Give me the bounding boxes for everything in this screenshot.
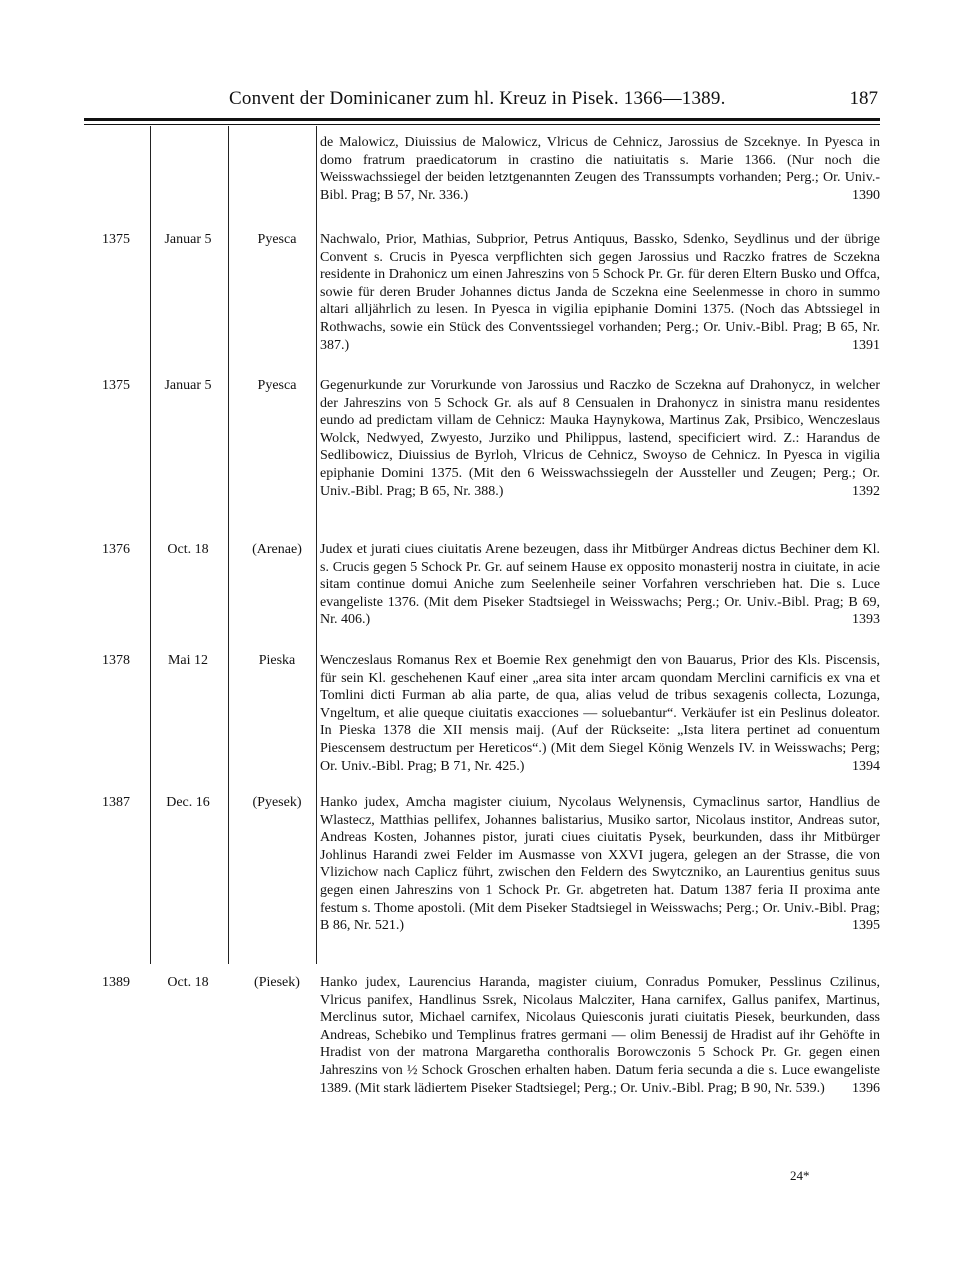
entry-number: 1395 [852, 918, 880, 934]
entry-number: 1394 [852, 758, 880, 774]
running-header [84, 88, 880, 114]
entry-text [320, 794, 880, 935]
entry-body: Nachwalo, Prior, Mathias, Subprior, Petrus Antiquus, Bassko, Sdenko, Seydlinus und der übrige Convent s. Crucis in Pyesca verpflichten sich gegen Jarossius und Raczko fratres de Sczekna residente in Drahonicz um einen Jahreszins von 5 Schock Pr. Gr. für deren Eltern Busko und Offca, sowie für deren Bruder Johannes dictus Janda de Sczekna eine Seelenmesse in choro in summo altari alljährlich zu lesen. In Pyesca in vigilia epiphanie Domini 1375. (Noch das Abtssiegel in Rothwachs, sowie ein Stück des Conventssiegel vorhanden; Perg.; Or. Univ.-Bibl. Prag; B 65, Nr. 387.) [320, 232, 880, 353]
header-title: Convent der Dominicaner zum hl. Kreuz in Pisek. 1366—1389. [229, 88, 726, 109]
entry-number: 1391 [852, 337, 880, 353]
entry-place: (Pyesek) [252, 795, 302, 810]
header-rule-thin [84, 124, 880, 125]
entry-number: 1390 [852, 187, 880, 203]
entry-text [320, 541, 880, 629]
entry-year: 1375 [102, 232, 130, 247]
entry-text [320, 231, 880, 354]
entry-date: Januar 5 [164, 232, 212, 247]
entry-text [320, 134, 880, 224]
entry-body: Wenczeslaus Romanus Rex et Boemie Rex genehmigt den von Bauarus, Prior des Kls. Piscensis, für sein Kl. geschehenen Kauf einer „area sita inter arcam quondam Merclini carnificis ex vna et Tomlini dicti Furman ab alia parte, de qua, alias velud de tribus sexagenis collecta, Lozunga, Vngeltum, et alie queque ciuitatis exacciones — soluebantur“. Verkäufer ist ein Peslinus doleator. In Pieska 1378 die XII mensis maij. (Auf der Rückseite: „Ista litera pertinet ad conuentum Piescensem destructum per Hereticos“.) (Mit dem Siegel König Wenzels IV. in Weisswachs; Perg; Or. Univ.-Bibl. Prag; B 71, Nr. 425.) [320, 653, 880, 774]
entry-date: Januar 5 [164, 378, 212, 393]
entry-place: (Piesek) [254, 975, 300, 990]
entry-date: Mai 12 [167, 653, 209, 668]
entry-number: 1396 [852, 1080, 880, 1096]
signature-mark: 24* [790, 1168, 810, 1183]
header-rule-thick [84, 118, 880, 121]
entry-text [320, 652, 880, 775]
entry-number: 1392 [852, 483, 880, 499]
column-divider-date [228, 126, 229, 964]
entry-date: Oct. 18 [167, 975, 209, 990]
entry-number: 1393 [852, 612, 880, 628]
entry-place: (Arenae) [252, 542, 302, 557]
entry-year: 1375 [102, 378, 130, 393]
entry-body: Judex et jurati ciues ciuitatis Arene bezeugen, dass ihr Mitbürger Andreas dictus Bechiner dem Kl. s. Crucis gegen 5 Schock Pr. Gr. auf seinem Hause ex opposito monasterij nostra in ciuitate, in acie sitam continue domui Aniche zum Seelenheile seiner Vorfahren verschrieben hat. Die s. Luce evangeliste 1376. (Mit dem Piseker Stadtsiegel in Weisswachs; Perg.; Or. Univ.-Bibl. Prag; B 69, Nr. 406.) [320, 542, 880, 628]
entry-body: Hanko judex, Laurencius Haranda, magister ciuium, Conradus Pomuker, Pesslinus Czilinus, Vlricus panifex, Handlinus Ssrek, Nicolaus Malcziter, Hana carnifex, Gallus panifex, Martinus, Merclinus sutor, Michael carnifex, Nicolaus Quiesconis jurati ciuitatis Piesek, beurkunden, dass Andreas, Schebiko und Templinus fratres germani — olim Benessij de Hradist auf ihr Gehöfte in Hradist von der matrona Margaretha conthoralis Borowczonis 5 Schock Pr. Gr. gegen einen Jahreszins von ½ Schock Groschen erhalten haben. Datum feria secunda a die s. Luce ewangeliste 1389. (Mit stark lädiertem Piseker Stadtsiegel; Perg.; Or. Univ.-Bibl. Prag; B 90, Nr. 539.) [320, 975, 880, 1096]
column-divider-year [150, 126, 151, 964]
entry-place: Pieska [258, 653, 296, 668]
entry-date: Oct. 18 [167, 542, 209, 557]
entry-body: de Malowicz, Diuissius de Malowicz, Vlricus de Cehnicz, Jarossius de Szceknye. In Pyesca in domo fratrum praedicatorum in crastino die natiuitatis s. Marie 1366. (Nur noch die Weisswachssiegel der beiden letztgenannten Zeugen des Transsumpts vorhanden; Perg.; Or. Univ.-Bibl. Prag; B 57, Nr. 336.) [320, 135, 880, 203]
entry-text [320, 974, 880, 1097]
entry-year: 1376 [102, 542, 130, 557]
entry-body: Gegenurkunde zur Vorurkunde von Jarossius und Raczko de Sczekna auf Drahonycz, in welcher der Jahreszins von 5 Schock Gr. als auf 8 Censualen in Drahonycz in sinistra manu residentes eundo ad predictam villam de Cehnicz: Mauka Haynykowa, Martinus Zak, Prsibico, Wenczeslaus Wolck, Nedwyed, Zwyesto, Jurziko und Philippus, lastend, specificiert wird. Z.: Harandus de Sedlibowicz, Diuissius de Byrloh, Vlricus de Cehnicz, Swoyso de Cehnicz. In Pyesca in vigilia epiphanie Domini 1375. (Mit den 6 Weisswachssiegeln der Aussteller und Zeugen; Perg.; Or. Univ.-Bibl. Prag; B 65, Nr. 388.) [320, 378, 880, 499]
page-number: 187 [849, 88, 878, 109]
entry-year: 1378 [102, 653, 130, 668]
entry-place: Pyesca [257, 378, 297, 393]
entry-place: Pyesca [257, 232, 297, 247]
entry-year: 1387 [102, 795, 130, 810]
entry-date: Dec. 16 [166, 795, 210, 810]
entry-body: Hanko judex, Amcha magister ciuium, Nycolaus Welynensis, Cymaclinus sartor, Handlius de Wlastecz, Matthias pellifex, Johannes balistarius, Musiko sartor, Nicolaus institor, Andreas sutor, Andreas Kosten, Johannes pistor, jurati ciues ciuitatis Pysek, beurkunden, dass ihr Mitbürger Johlinus Harandi zwei Felder im Ausmasse von XXVI jugera, gelegen an der Strasse, die von Vlizichow nach Caplicz führt, zwischen den Feldern des Swytczniko, an Laurentius genitus suus gegen einen Jahreszins von 1 Schock Pr. Gr. abgetreten hat. Datum 1387 feria II proxima ante festum s. Thome apostoli. (Mit dem Piseker Stadtsiegel in Weisswachs; Perg.; Or. Univ.-Bibl. Prag; B 86, Nr. 521.) [320, 795, 880, 934]
entry-year: 1389 [102, 975, 130, 990]
entry-text [320, 377, 880, 500]
